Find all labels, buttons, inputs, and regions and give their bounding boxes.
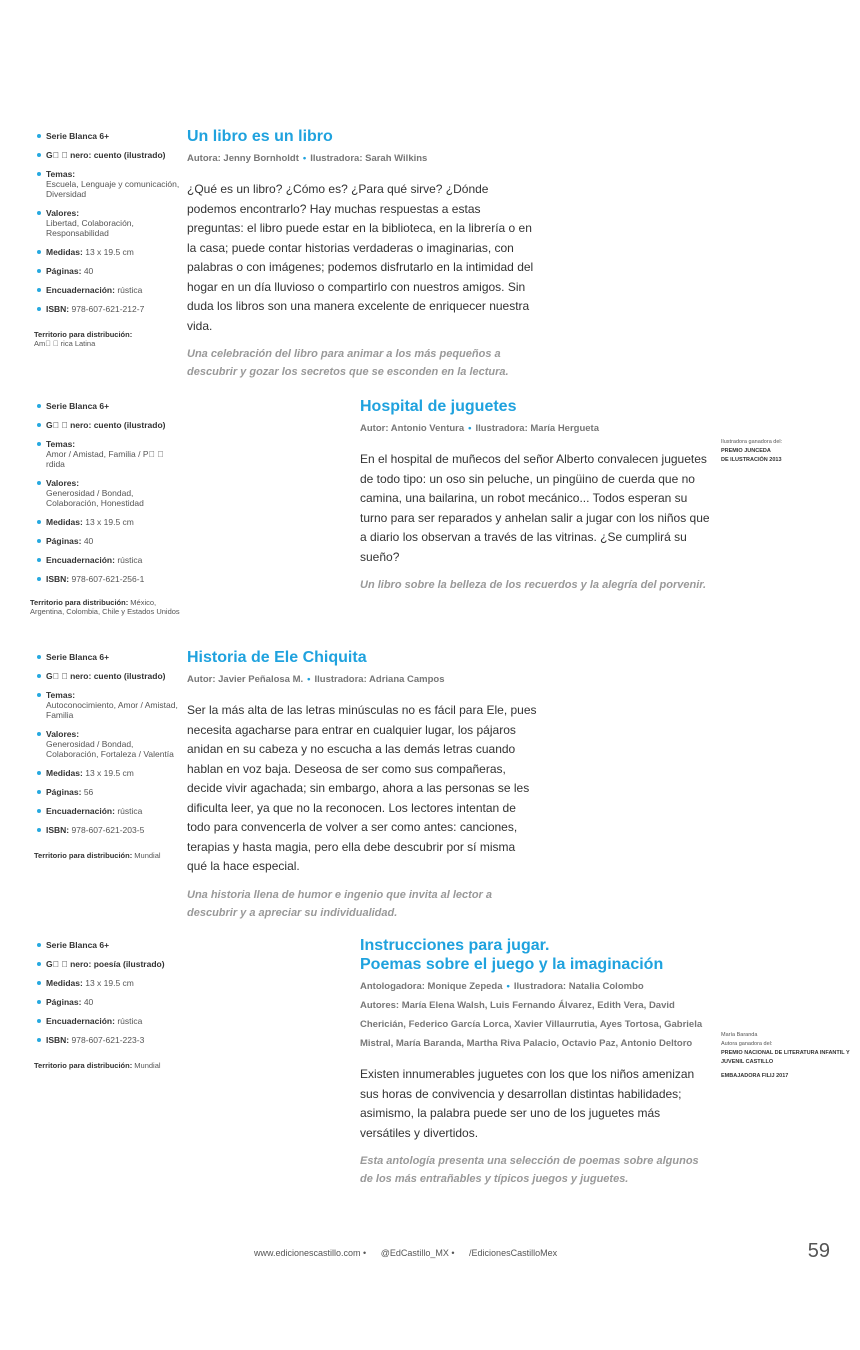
spec-paginas: Páginas: 56 — [34, 787, 184, 797]
age-badge: 6+ — [788, 34, 814, 59]
spec-temas: Temas: Escuela, Lenguaje y comunicación, Diversidad — [34, 169, 184, 199]
page-number: 59 — [807, 1240, 830, 1262]
genre-name: FICCIÓN — [691, 41, 748, 56]
book-specs — [34, 940, 184, 1070]
spec-isbn: ISBN: 978-607-621-256-1 — [34, 574, 184, 584]
spec-encuadernacion: Encuadernación: rústica — [34, 806, 184, 816]
book-title: Un libro es un libro — [187, 128, 333, 145]
book-credits: Antologadora: Monique Zepeda • Ilustradora: Natalia Colombo — [360, 981, 644, 992]
footer-links — [254, 1248, 569, 1258]
spec-paginas: Páginas: 40 — [34, 997, 184, 1007]
spec-valores: Valores: Generosidad / Bondad, Colaboración, Fortaleza / Valentía — [34, 729, 184, 759]
book-synopsis: Ser la más alta de las letras minúsculas no es fácil para Ele, pues necesita agacharse para entrar en cualquier lugar, los pájaros anidan en su cabeza y no escucha a las demás letras cuando hablan en voz baja. Deseosa de ser como sus compañeras, decide vivir agachada; sin embargo, ahora a las personas se les dificulta leer, ya que no la reconocen. Los lectores intentan de todo para convencerla de volver a ser como antes: canciones, terapias y hasta magia, pero ella debe descubrir por sí misma qué la hace especial. — [187, 703, 537, 873]
book-title: Historia de Ele Chiquita — [187, 649, 367, 666]
book-main — [187, 648, 537, 922]
book-credits: Autora: Jenny Bornholdt • Ilustradora: Sarah Wilkins — [187, 153, 428, 164]
spec-serie: Serie Blanca 6+ — [34, 652, 184, 662]
book-specs — [34, 131, 184, 348]
award-note: Ilustradora ganadora del: PREMIO JUNCEDA DE ILUSTRACIÓN 2013 — [721, 439, 783, 463]
spec-territorio: Territorio para distribución: Mundial — [34, 1061, 161, 1070]
spec-serie: Serie Blanca 6+ — [34, 131, 184, 141]
spec-isbn: ISBN: 978-607-621-223-3 — [34, 1035, 184, 1045]
book-credits: Autor: Javier Peñalosa M. • Ilustradora: Adriana Campos — [187, 674, 445, 685]
spec-territorio: Territorio para distribución: México, Argentina, Colombia, Chile y Estados Unidos — [30, 598, 180, 616]
spec-paginas: Páginas: 40 — [34, 536, 184, 546]
book-tagline: Un libro sobre la belleza de los recuerdos y la alegría del porvenir. — [360, 579, 707, 591]
book-specs — [30, 401, 184, 616]
spec-valores: Valores: Libertad, Colaboración, Responsabilidad — [34, 208, 184, 238]
spec-genero: G    nero: cuento (ilustrado) — [34, 420, 184, 430]
header-separator: | — [680, 41, 686, 56]
book-main — [360, 936, 705, 1188]
spec-medidas: Medidas: 13 x 19.5 cm — [34, 517, 184, 527]
website-link[interactable]: www.edicionescastillo.com • — [254, 1248, 367, 1258]
book-credits: Autor: Antonio Ventura • Ilustradora: María Hergueta — [360, 423, 600, 434]
book-tagline: Una celebración del libro para animar a los más pequeños a descubrir y gozar los secretos que se esconden en la lectura. — [187, 348, 509, 378]
page-footer — [0, 1240, 860, 1280]
spec-medidas: Medidas: 13 x 19.5 cm — [34, 247, 184, 257]
spec-genero: G    nero: cuento (ilustrado) — [34, 150, 184, 160]
spec-territorio: Territorio para distribución: Mundial — [34, 851, 161, 860]
facebook-link[interactable]: /EdicionesCastilloMex — [469, 1248, 558, 1258]
spec-temas: Temas: Amor / Amistad, Familia / P    rdida — [34, 439, 184, 469]
spec-isbn: ISBN: 978-607-621-212-7 — [34, 304, 184, 314]
spec-temas: Temas: Autoconocimiento, Amor / Amistad, Familia — [34, 690, 184, 720]
spec-encuadernacion: Encuadernación: rústica — [34, 1016, 184, 1026]
book-title: Hospital de juguetes — [360, 398, 517, 415]
spec-isbn: ISBN: 978-607-621-203-5 — [34, 825, 184, 835]
spec-genero: G    nero: poesía (ilustrado) — [34, 959, 184, 969]
spec-encuadernacion: Encuadernación: rústica — [34, 285, 184, 295]
spec-medidas: Medidas: 13 x 19.5 cm — [34, 978, 184, 988]
book-specs — [34, 652, 184, 860]
book-authors: Autores: María Elena Walsh, Luis Fernando Álvarez, Edith Vera, David Chericián, Federico García Lorca, Xavier Villaurrutia, Ayes Tortosa, Gabriela Mistral, María Baranda, Martha Riva Palacio, Octavio Paz, Antonio Deltoro — [360, 1000, 703, 1049]
book-title: Instrucciones para jugar. Poemas sobre el juego y la imaginación — [360, 937, 664, 973]
book-tagline: Esta antología presenta una selección de poemas sobre algunos de los más entrañables y típicos juegos y juguetes. — [360, 1155, 699, 1185]
collection-label — [491, 41, 748, 56]
collection-name: CASTILLO DE LA LECTURA — [491, 41, 675, 56]
spec-valores: Valores: Generosidad / Bondad, Colaboración, Honestidad — [34, 478, 184, 508]
book-synopsis: Existen innumerables juguetes con los que los niños amenizan sus horas de convivencia y desarrollan distintas habilidades; asimismo, la palabra puede ser uno de los juguetes más versátiles y divertidos. — [360, 1067, 695, 1140]
page-header — [0, 0, 860, 100]
twitter-link[interactable]: @EdCastillo_MX • — [380, 1248, 455, 1258]
book-main — [187, 127, 537, 381]
book-main — [360, 397, 710, 594]
spec-territorio: Territorio para distribución: Am    rica Latina — [34, 330, 133, 348]
book-synopsis: ¿Qué es un libro? ¿Cómo es? ¿Para qué sirve? ¿Dónde podemos encontrarlo? Hay muchas respuestas a estas preguntas: el libro puede estar en la biblioteca, en la librería o en la casa; puede contar historias verdaderas o imaginarias, con palabras o con imágenes; podemos disfrutarlo en la intimidad del hogar en un día lluvioso o compartirlo con nuestros amigos. Sin duda los libros son una manera excelente de enriquecer nuestra vida. — [187, 182, 534, 333]
spec-medidas: Medidas: 13 x 19.5 cm — [34, 768, 184, 778]
book-synopsis: En el hospital de muñecos del señor Alberto convalecen juguetes de todo tipo: un oso sin peluche, un pingüino de cuerda que no camina, una bailarina, un robot mecánico... Todos esperan su turno para ser reparados y anhelan salir a jugar con los niños que a diario los observan a través de las vitrinas. ¿Se cumplirá su sueño? — [360, 452, 710, 564]
spec-encuadernacion: Encuadernación: rústica — [34, 555, 184, 565]
spec-serie: Serie Blanca 6+ — [34, 401, 184, 411]
award-note: María Baranda Autora ganadora del: PREMIO NACIONAL DE LITERATURA INFANTIL Y JUVENIL CASTILLO EMBAJADORA FILIJ 2017 — [721, 1032, 850, 1079]
spec-paginas: Páginas: 40 — [34, 266, 184, 276]
spec-serie: Serie Blanca 6+ — [34, 940, 184, 950]
spec-genero: G    nero: cuento (ilustrado) — [34, 671, 184, 681]
book-tagline: Una historia llena de humor e ingenio que invita al lector a descubrir y a apreciar su individualidad. — [187, 888, 493, 919]
